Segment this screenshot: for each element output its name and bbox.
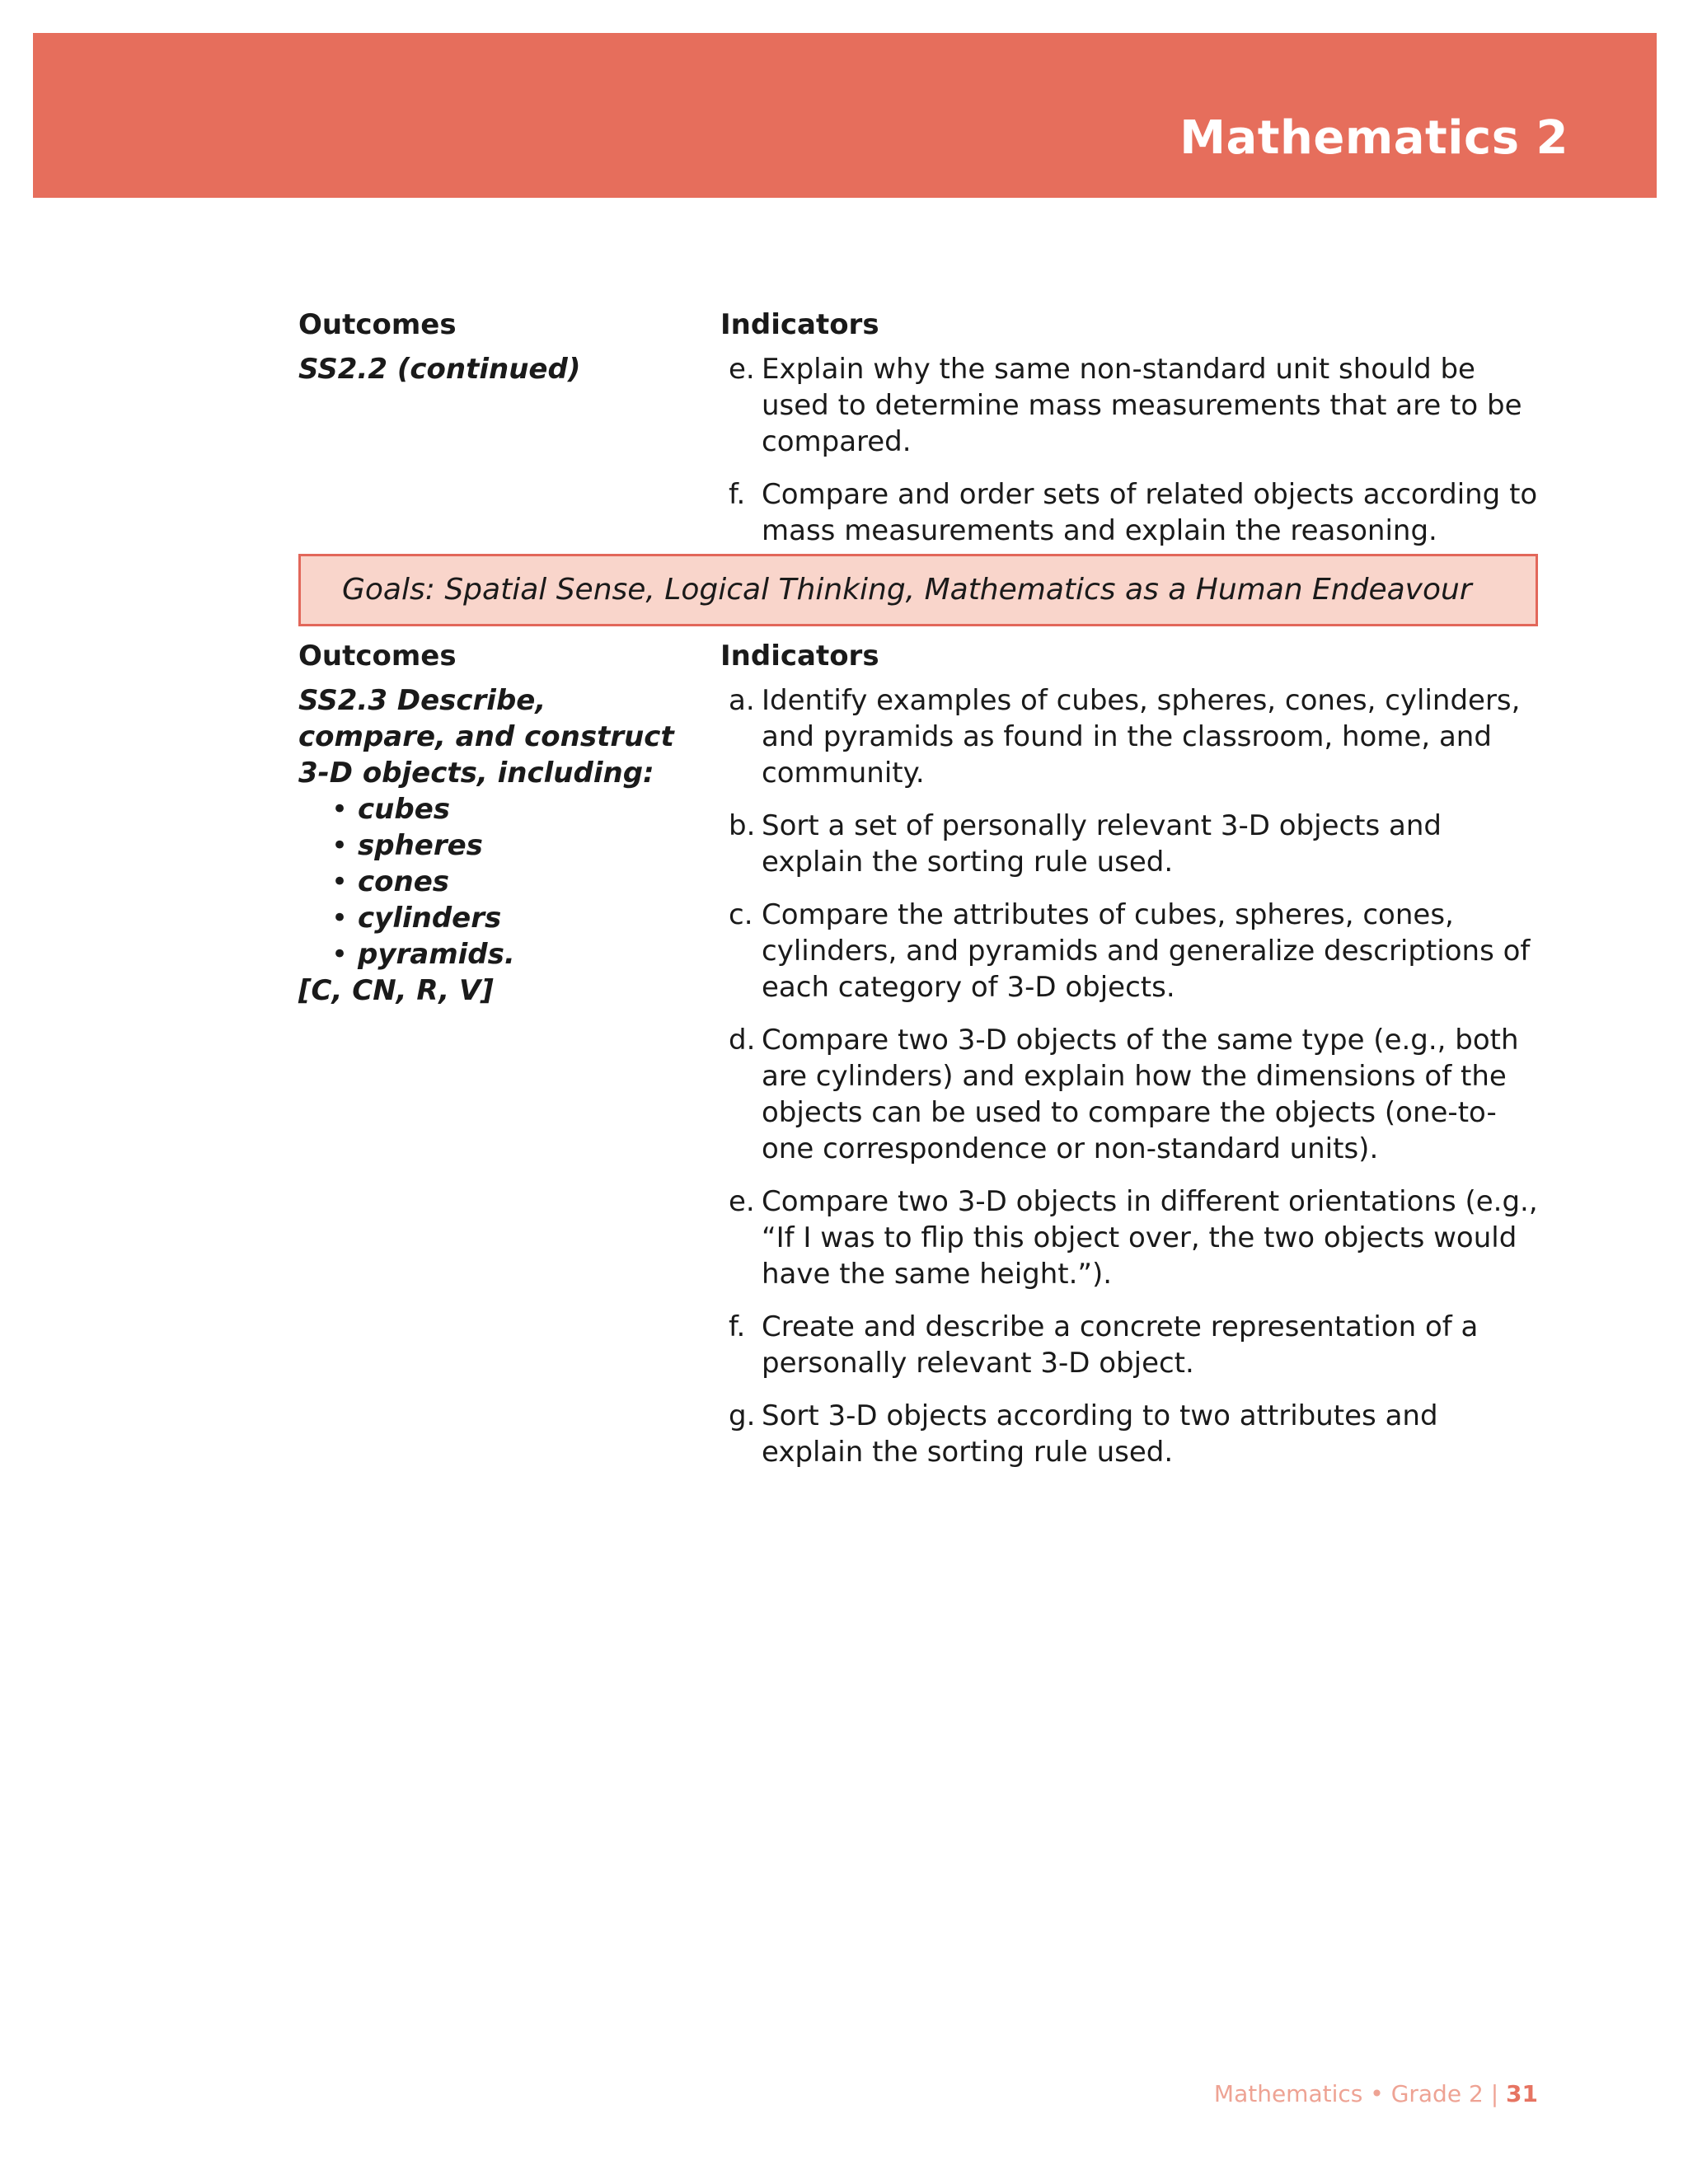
indicators-heading: Indicators xyxy=(720,308,879,341)
indicator-item xyxy=(720,897,1545,1005)
outcome-item-label: cylinders xyxy=(358,902,502,935)
indicator-text: Compare two 3-D objects of the same type (e.g., both are cylinders) and explain how the dimensions of the objects can be used to compare the objects (one-to-one correspondence or non-standard units). xyxy=(762,1024,1519,1165)
goals-banner xyxy=(298,554,1538,626)
bullet-icon: • xyxy=(331,829,349,862)
bullet-icon: • xyxy=(331,865,349,898)
indicator-text: Identify examples of cubes, spheres, cones, cylinders, and pyramids as found in the classroom, home, and community. xyxy=(762,684,1521,790)
indicator-item xyxy=(720,682,1545,791)
outcome-item-label: pyramids. xyxy=(358,938,515,971)
indicators-column xyxy=(720,638,1545,1487)
outcome-list-item xyxy=(331,900,686,936)
indicator-letter: a. xyxy=(729,684,755,717)
indicator-letter: f. xyxy=(729,478,746,511)
indicator-letter: b. xyxy=(729,809,756,842)
bullet-icon: • xyxy=(331,793,349,826)
indicator-item xyxy=(720,1309,1545,1381)
outcome-list-item xyxy=(331,791,686,827)
indicator-item xyxy=(720,351,1545,460)
outcome-list-item xyxy=(331,827,686,864)
outcome-note: (continued) xyxy=(396,353,581,386)
indicator-text: Explain why the same non-standard unit should be used to determine mass measurements that are to be compared. xyxy=(762,353,1522,458)
outcomes-heading: Outcomes xyxy=(298,640,457,673)
outcome-item-label: cones xyxy=(358,865,450,898)
indicator-item xyxy=(720,1183,1545,1292)
outcome-description: Describe, compare, and construct 3-D objects, including: xyxy=(298,684,674,790)
bullet-icon: • xyxy=(331,938,349,971)
indicator-list xyxy=(720,351,1545,549)
outcome-code: SS2.3 xyxy=(298,684,387,717)
outcomes-heading: Outcomes xyxy=(298,308,457,341)
indicator-letter: c. xyxy=(729,898,753,931)
indicator-list xyxy=(720,682,1545,1470)
indicator-item xyxy=(720,1398,1545,1470)
page-number: 31 xyxy=(1506,2080,1538,2107)
outcome-item-label: cubes xyxy=(358,793,450,826)
outcomes-column xyxy=(298,307,686,387)
indicators-column xyxy=(720,307,1545,565)
indicator-item xyxy=(720,808,1545,880)
outcome-text xyxy=(298,682,686,791)
footer-grade: Grade 2 xyxy=(1390,2080,1484,2107)
indicator-item xyxy=(720,476,1545,549)
indicator-text: Create and describe a concrete representation of a personally relevant 3-D object. xyxy=(762,1310,1479,1380)
indicator-letter: e. xyxy=(729,1185,755,1218)
indicator-text: Sort 3-D objects according to two attributes and explain the sorting rule used. xyxy=(762,1399,1438,1469)
outcome-processes: [C, CN, R, V] xyxy=(298,974,494,1007)
indicator-letter: e. xyxy=(729,353,755,386)
outcome-shape-list xyxy=(331,791,686,972)
outcome-item-label: spheres xyxy=(358,829,483,862)
bullet-icon: • xyxy=(331,902,349,935)
indicator-letter: f. xyxy=(729,1310,746,1343)
outcome-code: SS2.2 xyxy=(298,353,387,386)
goals-text: Goals: Spatial Sense, Logical Thinking, Mathematics as a Human Endeavour xyxy=(342,573,1472,607)
indicator-text: Compare two 3-D objects in different orientations (e.g., “If I was to flip this object over, the two objects would have the same height.”). xyxy=(762,1185,1538,1291)
indicator-text: Sort a set of personally relevant 3-D objects and explain the sorting rule used. xyxy=(762,809,1442,879)
footer-dot: • xyxy=(1370,2080,1384,2107)
indicator-letter: d. xyxy=(729,1024,756,1057)
outcome-list-item xyxy=(331,864,686,900)
outcomes-column xyxy=(298,638,686,1009)
indicator-letter: g. xyxy=(729,1399,756,1432)
page-footer xyxy=(1214,2080,1538,2107)
outcome-text xyxy=(298,351,686,387)
footer-subject: Mathematics xyxy=(1213,2080,1363,2107)
indicators-heading: Indicators xyxy=(720,640,879,673)
indicator-text: Compare the attributes of cubes, spheres, cones, cylinders, and pyramids and generalize descriptions of each category of 3-D objects. xyxy=(762,898,1531,1004)
indicator-text: Compare and order sets of related objects according to mass measurements and explain the reasoning. xyxy=(762,478,1538,547)
footer-divider: | xyxy=(1490,2080,1499,2107)
indicator-item xyxy=(720,1022,1545,1167)
outcome-list-item xyxy=(331,936,686,972)
page-title: Mathematics 2 xyxy=(1179,111,1568,165)
